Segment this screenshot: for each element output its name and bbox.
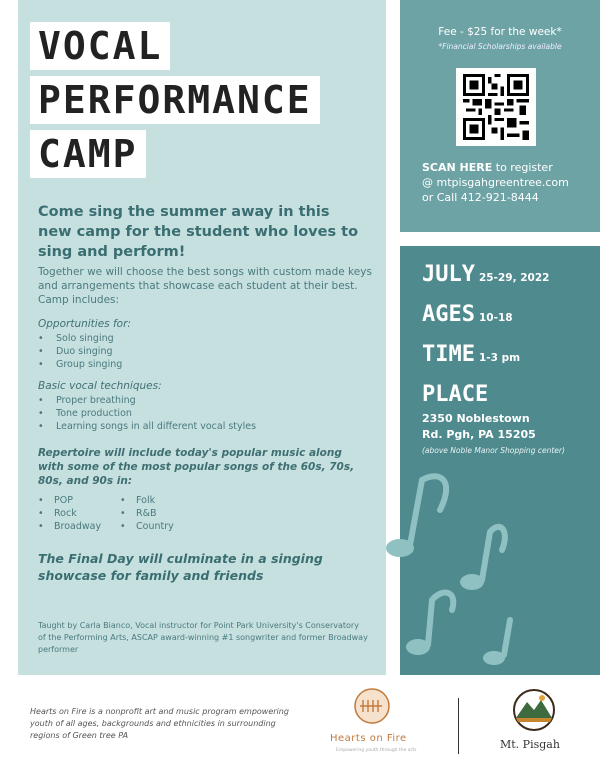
title-line-2: PERFORMANCE: [30, 76, 320, 124]
intro-text: Together we will choose the best songs with custom made keys and arrangements that showcase each student at their best. Camp includes:: [38, 266, 372, 306]
taught-by-text: Taught by Carla Bianco, Vocal instructor for Point Park University's Conservatory of the Performing Arts, ASCAP award-winning #1 songwriter and former Broadway performer: [38, 621, 368, 654]
genres-column-1: [38, 494, 101, 533]
genre-item: • R&B: [120, 507, 174, 520]
ages-label: AGES: [422, 302, 475, 327]
genre-item: • Rock: [38, 507, 101, 520]
footer-description: Hearts on Fire is a nonprofit art and music program empowering youth of all ages, backgrounds and ethnicities in surrounding regions of Green tree PA: [30, 707, 289, 740]
address-line-2: Rd. Pgh, PA 15205: [422, 428, 536, 441]
genres-column-2: [120, 494, 174, 533]
genre-item: • POP: [38, 494, 101, 507]
opportunities-title: Opportunities for:: [38, 318, 131, 330]
july-label: JULY: [422, 262, 475, 287]
list-item: • Learning songs in all different vocal styles: [38, 420, 256, 433]
genre-item: • Folk: [120, 494, 174, 507]
techniques-title: Basic vocal techniques:: [38, 380, 162, 392]
fee-note: *Financial Scholarships available: [438, 42, 562, 51]
opportunities-list: [38, 332, 122, 371]
hearts-on-fire-tagline: Empowering youth through the arts: [336, 748, 417, 753]
address-line-1: 2350 Noblestown: [422, 412, 530, 425]
scan-here-label: SCAN HERE: [422, 161, 493, 174]
mt-pisgah-logo-icon: [512, 688, 556, 732]
to-register-label: to register: [495, 161, 553, 174]
mt-pisgah-name: Mt. Pisgah: [500, 738, 560, 751]
techniques-list: [38, 394, 256, 433]
title-line-1: VOCAL: [30, 22, 170, 70]
music-notes-icon: [370, 470, 600, 675]
list-item: • Group singing: [38, 358, 122, 371]
time-value: 1-3 pm: [478, 352, 521, 364]
register-info: [422, 160, 569, 205]
list-item: • Duo singing: [38, 345, 122, 358]
place-label: PLACE: [422, 382, 489, 407]
title-line-3: CAMP: [30, 130, 146, 178]
genre-item: • Country: [120, 520, 174, 533]
list-item: • Solo singing: [38, 332, 122, 345]
website-link[interactable]: @ mtpisgahgreentree.com: [422, 176, 569, 189]
headline: Come sing the summer away in this new camp for the student who loves to sing and perform!: [38, 204, 359, 260]
date-row: [422, 262, 549, 287]
fee-text: Fee - $25 for the week*: [438, 26, 562, 38]
list-item: • Proper breathing: [38, 394, 256, 407]
genre-item: • Broadway: [38, 520, 101, 533]
time-label: TIME: [422, 342, 475, 367]
repertoire-text: Repertoire will include today's popular music along with some of the most popular songs of the 60s, 70s, 80s, and 90s in:: [38, 447, 355, 487]
footer-divider: [458, 698, 459, 754]
hearts-on-fire-name: Hearts on Fire: [330, 733, 407, 744]
ages-value: 10-18: [478, 312, 513, 324]
qr-code-icon[interactable]: [456, 68, 536, 146]
ages-row: [422, 302, 513, 327]
hearts-on-fire-logo-icon: [352, 686, 392, 726]
address: [422, 411, 536, 443]
panel-gap: [400, 232, 600, 246]
address-note: (above Noble Manor Shopping center): [422, 446, 565, 455]
time-row: [422, 342, 520, 367]
phone-text: or Call 412-921-8444: [422, 191, 539, 204]
finale-text: The Final Day will culminate in a singing showcase for family and friends: [38, 551, 323, 583]
list-item: • Tone production: [38, 407, 256, 420]
july-value: 25-29, 2022: [478, 272, 550, 284]
